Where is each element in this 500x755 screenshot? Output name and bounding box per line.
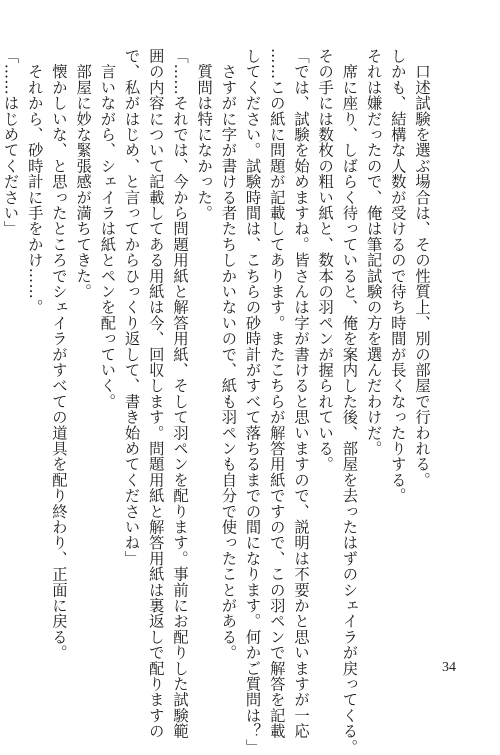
vertical-text-body [0,48,434,755]
text-line: してください。試験時間は、こちらの砂時計がすべて落ちるまでの間になります。何かご質問は？」 [243,48,262,755]
text-line: 部屋に妙な緊張感が満ちてきた。 [74,48,93,300]
text-line: ……この紙に問題が記載してあります。またこちらが解答用紙ですので、この羽ペンで解答を記載 [267,48,286,739]
text-line: 言いながら、シェイラは紙とペンを配っていく。 [98,48,117,410]
text-line: 「……はじめてください」 [1,48,20,237]
text-line: 「……それでは、今から問題用紙と解答用紙、そして羽ペンを配ります。事前にお配りした試験範 [170,48,189,739]
text-line: で、私がはじめ、と言ってからひっくり返して、書き始めてくださいね」 [122,48,141,567]
text-line: さすがに字が書ける者たちしかいないので、紙も羽ペンも自分で使ったことがある。 [219,48,238,661]
text-line: それは嫌だったので、俺は筆記試験の方を選んだわけだ。 [364,48,383,457]
text-line: 「では、試験を始めますね。皆さんは字が書けると思いますので、説明は不要かと思いますが一応 [291,48,310,739]
text-line: 口述試験を選ぶ場合は、その性質上、別の部屋で行われる。 [413,48,431,488]
text-line: 囲の内容について記載してある用紙は今、回収します。問題用紙と解答用紙は裏返しで配りますの [146,48,165,739]
text-line: 質問は特になかった。 [195,48,214,221]
text-line: それから、砂時計に手をかけ……。 [25,48,44,315]
text-line: 懐かしいな、と思ったところでシェイラがすべての道具を配り終わり、正面に戻る。 [49,48,68,661]
text-line: 席に座り、しばらく待っていると、俺を案内した後、部屋を去ったはずのシェイラが戻ってくる。 [340,48,359,755]
page-number: 34 [442,660,456,675]
text-line: その手には数枚の粗い紙と、数本の羽ペンが握られている。 [316,48,335,472]
text-line: しかも、結構な人数が受けるので待ち時間が長くなったりする。 [388,48,407,504]
